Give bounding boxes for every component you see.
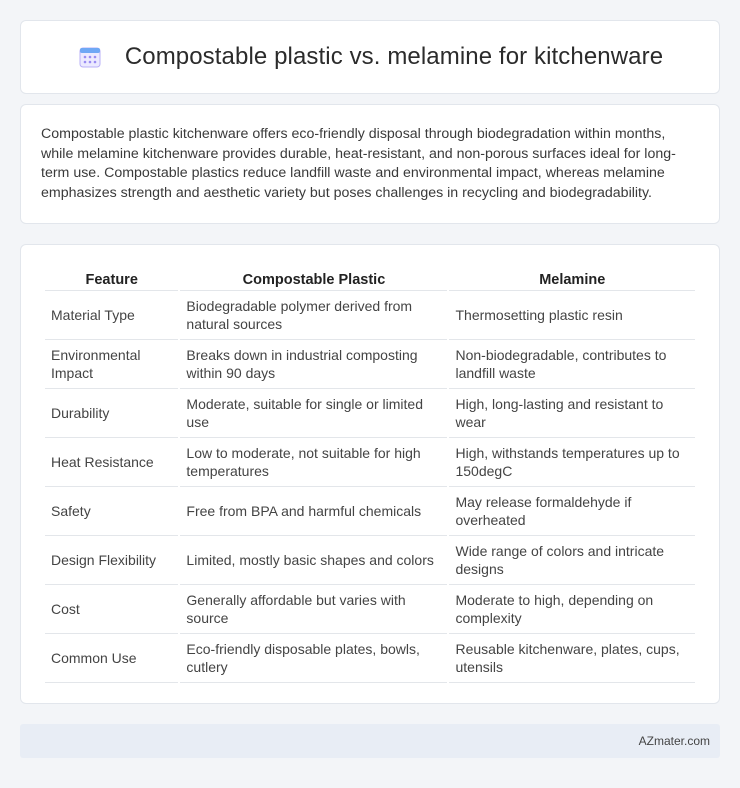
calendar-icon xyxy=(77,44,103,70)
melamine-cell: Non-biodegradable, contributes to landfill waste xyxy=(449,340,695,389)
table-header-row xyxy=(45,265,695,291)
feature-cell: Environmental Impact xyxy=(45,340,178,389)
page-title: Compostable plastic vs. melamine for kitchenware xyxy=(124,43,664,70)
compostable-cell: Biodegradable polymer derived from natural sources xyxy=(180,291,447,340)
feature-cell: Heat Resistance xyxy=(45,438,178,487)
melamine-cell: Wide range of colors and intricate designs xyxy=(449,536,695,585)
table-row xyxy=(45,438,695,487)
title-card xyxy=(20,20,720,94)
title-row xyxy=(77,43,663,71)
table-row xyxy=(45,536,695,585)
melamine-cell: Moderate to high, depending on complexity xyxy=(449,585,695,634)
feature-cell: Material Type xyxy=(45,291,178,340)
comparison-card xyxy=(20,244,720,704)
header-feature: Feature xyxy=(45,265,178,291)
feature-cell: Safety xyxy=(45,487,178,536)
feature-cell: Design Flexibility xyxy=(45,536,178,585)
feature-cell: Common Use xyxy=(45,634,178,683)
table-row xyxy=(45,340,695,389)
footer-site-link[interactable]: AZmater.com xyxy=(638,734,710,748)
comparison-table xyxy=(43,265,697,683)
compostable-cell: Limited, mostly basic shapes and colors xyxy=(180,536,447,585)
compostable-cell: Low to moderate, not suitable for high temperatures xyxy=(180,438,447,487)
summary-card xyxy=(20,104,720,224)
melamine-cell: High, long-lasting and resistant to wear xyxy=(449,389,695,438)
table-row xyxy=(45,585,695,634)
table-row xyxy=(45,487,695,536)
feature-cell: Cost xyxy=(45,585,178,634)
table-row xyxy=(45,389,695,438)
table-row xyxy=(45,634,695,683)
compostable-cell: Breaks down in industrial composting within 90 days xyxy=(180,340,447,389)
header-melamine: Melamine xyxy=(449,265,695,291)
melamine-cell: Thermosetting plastic resin xyxy=(449,291,695,340)
footer xyxy=(20,724,720,758)
melamine-cell: May release formaldehyde if overheated xyxy=(449,487,695,536)
compostable-cell: Eco-friendly disposable plates, bowls, cutlery xyxy=(180,634,447,683)
summary-text: Compostable plastic kitchenware offers eco-friendly disposal through biodegradation within months, while melamine kitchenware provides durable, heat-resistant, and non-porous surfaces ideal for long-term use. Compostable plastics reduce landfill waste and environmental impact, whereas melamine emphasizes strength and aesthetic variety but poses challenges in recycling and biodegradability. xyxy=(41,126,676,201)
feature-cell: Durability xyxy=(45,389,178,438)
compostable-cell: Moderate, suitable for single or limited use xyxy=(180,389,447,438)
melamine-cell: Reusable kitchenware, plates, cups, utensils xyxy=(449,634,695,683)
header-compostable-plastic: Compostable Plastic xyxy=(180,265,447,291)
compostable-cell: Generally affordable but varies with source xyxy=(180,585,447,634)
compostable-cell: Free from BPA and harmful chemicals xyxy=(180,487,447,536)
table-row xyxy=(45,291,695,340)
melamine-cell: High, withstands temperatures up to 150degC xyxy=(449,438,695,487)
